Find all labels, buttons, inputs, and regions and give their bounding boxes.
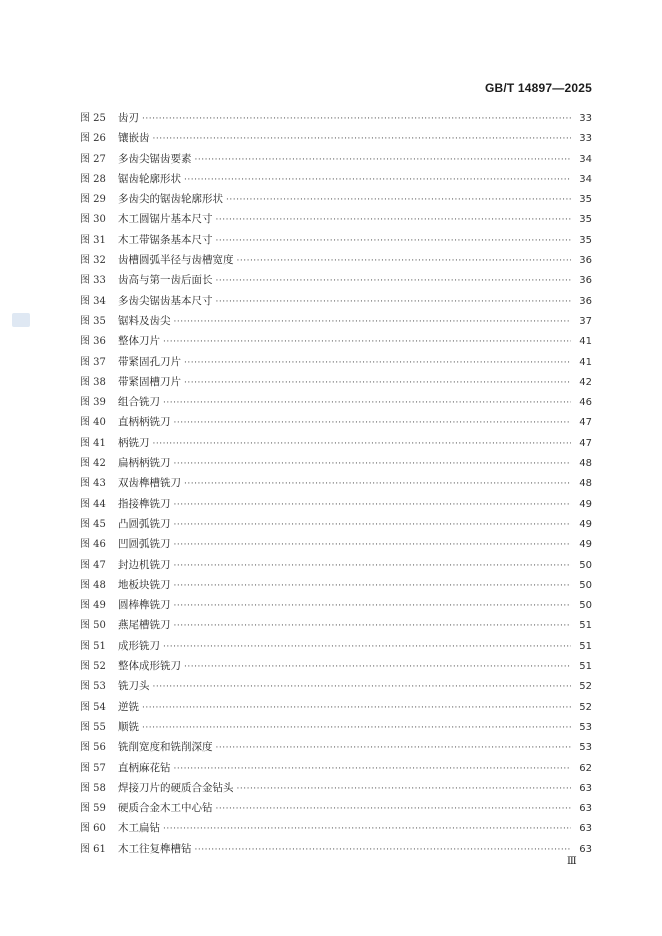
figure-number: 图 33 bbox=[80, 275, 106, 287]
figure-number: 图 36 bbox=[80, 336, 106, 348]
figure-list-item[interactable] bbox=[80, 758, 592, 778]
figure-page-number: 46 bbox=[579, 397, 592, 409]
figure-number: 图 38 bbox=[80, 376, 106, 388]
dot-leader bbox=[174, 495, 572, 515]
figure-title: 圆棒榫铣刀 bbox=[118, 599, 171, 612]
figure-page-number: 51 bbox=[579, 640, 592, 652]
figure-list-item[interactable] bbox=[80, 189, 592, 209]
figure-list-item[interactable] bbox=[80, 392, 592, 412]
dot-leader bbox=[226, 190, 571, 210]
figure-title: 焊接刀片的硬质合金钻头 bbox=[118, 781, 234, 794]
figure-list-item[interactable] bbox=[80, 818, 592, 838]
figure-title: 柄铣刀 bbox=[118, 436, 150, 449]
figure-page-number: 63 bbox=[579, 823, 592, 835]
figure-title: 齿高与第一齿后面长 bbox=[118, 274, 213, 287]
figure-page-number: 37 bbox=[579, 315, 592, 327]
dot-leader bbox=[184, 657, 571, 677]
figure-number: 图 58 bbox=[80, 782, 106, 794]
figure-list-item[interactable] bbox=[80, 433, 592, 453]
figure-list-item[interactable] bbox=[80, 311, 592, 331]
dot-leader bbox=[163, 637, 571, 657]
figure-page-number: 53 bbox=[579, 742, 592, 754]
figure-title: 木工圆锯片基本尺寸 bbox=[118, 213, 213, 226]
figure-number: 图 50 bbox=[80, 620, 106, 632]
figure-list-item[interactable] bbox=[80, 514, 592, 534]
figure-number: 图 49 bbox=[80, 600, 106, 612]
figure-page-number: 48 bbox=[579, 458, 592, 470]
figure-list-item[interactable] bbox=[80, 798, 592, 818]
figure-page-number: 47 bbox=[579, 417, 592, 429]
figure-title: 直柄柄铣刀 bbox=[118, 416, 171, 429]
dot-leader bbox=[174, 596, 572, 616]
dot-leader bbox=[195, 840, 572, 860]
figure-list-item[interactable] bbox=[80, 737, 592, 757]
figure-page-number: 47 bbox=[579, 437, 592, 449]
figure-title: 双齿榫槽铣刀 bbox=[118, 477, 181, 490]
figure-title: 铣削宽度和铣削深度 bbox=[118, 741, 213, 754]
figure-page-number: 36 bbox=[579, 255, 592, 267]
figure-title: 凸圆弧铣刀 bbox=[118, 517, 171, 530]
figure-title: 燕尾槽铣刀 bbox=[118, 619, 171, 632]
dot-leader bbox=[174, 576, 572, 596]
figure-title: 成形铣刀 bbox=[118, 639, 160, 652]
dot-leader bbox=[184, 170, 571, 190]
figure-list-item[interactable] bbox=[80, 412, 592, 432]
figure-number: 图 53 bbox=[80, 681, 106, 693]
dot-leader bbox=[216, 210, 572, 230]
dot-leader bbox=[163, 332, 571, 352]
figure-page-number: 49 bbox=[579, 498, 592, 510]
page-number: Ⅲ bbox=[567, 856, 577, 867]
figure-page-number: 42 bbox=[579, 376, 592, 388]
figure-page-number: 35 bbox=[579, 234, 592, 246]
dot-leader bbox=[153, 677, 572, 697]
dot-leader bbox=[174, 454, 572, 474]
figure-number: 图 29 bbox=[80, 194, 106, 206]
figure-number: 图 37 bbox=[80, 356, 106, 368]
dot-leader bbox=[216, 799, 572, 819]
figure-list-item[interactable] bbox=[80, 230, 592, 250]
figure-page-number: 62 bbox=[579, 762, 592, 774]
dot-leader bbox=[142, 718, 571, 738]
figure-title: 多齿尖的锯齿轮廓形状 bbox=[118, 193, 223, 206]
dot-leader bbox=[216, 271, 572, 291]
figure-list-item[interactable] bbox=[80, 697, 592, 717]
figure-number: 图 30 bbox=[80, 214, 106, 226]
figure-page-number: 41 bbox=[579, 356, 592, 368]
figure-list-item[interactable] bbox=[80, 656, 592, 676]
figure-number: 图 35 bbox=[80, 315, 106, 327]
figure-number: 图 39 bbox=[80, 397, 106, 409]
figure-page-number: 51 bbox=[579, 620, 592, 632]
figure-list-item[interactable] bbox=[80, 270, 592, 290]
figure-number: 图 26 bbox=[80, 133, 106, 145]
figure-list-item[interactable] bbox=[80, 555, 592, 575]
figure-page-number: 35 bbox=[579, 214, 592, 226]
figure-number: 图 45 bbox=[80, 518, 106, 530]
figure-page-number: 36 bbox=[579, 295, 592, 307]
figure-title: 多齿尖锯齿基本尺寸 bbox=[118, 294, 213, 307]
figure-number: 图 41 bbox=[80, 437, 106, 449]
figure-title: 齿刃 bbox=[118, 112, 139, 124]
figure-number: 图 32 bbox=[80, 255, 106, 267]
figure-number: 图 51 bbox=[80, 640, 106, 652]
dot-leader bbox=[174, 312, 572, 332]
dot-leader bbox=[216, 292, 572, 312]
dot-leader bbox=[174, 556, 572, 576]
figure-number: 图 59 bbox=[80, 803, 106, 815]
figure-number: 图 60 bbox=[80, 823, 106, 835]
figure-title: 直柄麻花钻 bbox=[118, 761, 171, 774]
figure-title: 逆铣 bbox=[118, 700, 139, 713]
figure-title: 硬质合金木工中心钻 bbox=[118, 802, 213, 815]
figure-list-item[interactable] bbox=[80, 839, 592, 859]
figure-number: 图 61 bbox=[80, 843, 106, 855]
figure-page-number: 52 bbox=[579, 681, 592, 693]
dot-leader bbox=[174, 535, 572, 555]
figure-page-number: 35 bbox=[579, 194, 592, 206]
dot-leader bbox=[237, 251, 572, 271]
figure-title: 铣刀头 bbox=[118, 680, 150, 693]
side-bookmark-tab[interactable] bbox=[12, 313, 30, 327]
dot-leader bbox=[142, 698, 571, 718]
dot-leader bbox=[174, 759, 572, 779]
figure-page-number: 41 bbox=[579, 336, 592, 348]
figure-title: 木工往复榫槽钻 bbox=[118, 842, 192, 855]
figure-list-item[interactable] bbox=[80, 453, 592, 473]
dot-leader bbox=[153, 434, 572, 454]
figure-page-number: 48 bbox=[579, 478, 592, 490]
figure-page-number: 51 bbox=[579, 661, 592, 673]
figure-title: 组合铣刀 bbox=[118, 396, 160, 409]
figure-number: 图 47 bbox=[80, 559, 106, 571]
figure-title: 锯料及齿尖 bbox=[118, 314, 171, 327]
figure-page-number: 33 bbox=[579, 133, 592, 145]
figure-title: 凹圆弧铣刀 bbox=[118, 538, 171, 551]
figure-title: 多齿尖锯齿要素 bbox=[118, 152, 192, 165]
figure-list-item[interactable] bbox=[80, 108, 592, 128]
dot-leader bbox=[216, 738, 572, 758]
figure-title: 整体刀片 bbox=[118, 335, 160, 348]
figure-title: 木工带锯条基本尺寸 bbox=[118, 233, 213, 246]
figure-title: 锯齿轮廓形状 bbox=[118, 172, 181, 185]
figure-number: 图 42 bbox=[80, 458, 106, 470]
figure-title: 带紧固槽刀片 bbox=[118, 375, 181, 388]
figure-title: 封边机铣刀 bbox=[118, 558, 171, 571]
dot-leader bbox=[216, 231, 572, 251]
dot-leader bbox=[184, 353, 571, 373]
dot-leader bbox=[174, 515, 572, 535]
figure-list-item[interactable] bbox=[80, 331, 592, 351]
figure-number: 图 44 bbox=[80, 498, 106, 510]
figure-number: 图 54 bbox=[80, 701, 106, 713]
figure-page-number: 34 bbox=[579, 173, 592, 185]
figure-number: 图 40 bbox=[80, 417, 106, 429]
figure-list-item[interactable] bbox=[80, 169, 592, 189]
dot-leader bbox=[153, 129, 572, 149]
figure-list-item[interactable] bbox=[80, 636, 592, 656]
figure-title: 整体成形铣刀 bbox=[118, 660, 181, 673]
figure-list-item[interactable] bbox=[80, 778, 592, 798]
dot-leader bbox=[184, 373, 571, 393]
figure-page-number: 49 bbox=[579, 539, 592, 551]
figure-title: 齿槽圆弧半径与齿槽宽度 bbox=[118, 254, 234, 267]
figure-number: 图 55 bbox=[80, 721, 106, 733]
figure-number: 图 31 bbox=[80, 234, 106, 246]
figure-list-item[interactable] bbox=[80, 473, 592, 493]
figure-title: 木工扁钻 bbox=[118, 822, 160, 835]
figure-number: 图 27 bbox=[80, 153, 106, 165]
dot-leader bbox=[142, 109, 571, 129]
figure-title: 顺铣 bbox=[118, 720, 139, 733]
dot-leader bbox=[174, 616, 572, 636]
figure-number: 图 28 bbox=[80, 173, 106, 185]
figure-number: 图 34 bbox=[80, 295, 106, 307]
dot-leader bbox=[163, 393, 571, 413]
figure-number: 图 46 bbox=[80, 539, 106, 551]
figure-number: 图 57 bbox=[80, 762, 106, 774]
figure-list-item[interactable] bbox=[80, 149, 592, 169]
figure-list-item[interactable] bbox=[80, 717, 592, 737]
dot-leader bbox=[174, 413, 572, 433]
figure-list-item[interactable] bbox=[80, 250, 592, 270]
figure-page-number: 50 bbox=[579, 579, 592, 591]
figure-title: 镶嵌齿 bbox=[118, 132, 150, 145]
figure-number: 图 52 bbox=[80, 661, 106, 673]
figure-title: 扁柄柄铣刀 bbox=[118, 457, 171, 470]
figure-page-number: 52 bbox=[579, 701, 592, 713]
dot-leader bbox=[184, 474, 571, 494]
figure-title: 带紧固孔刀片 bbox=[118, 355, 181, 368]
figure-list-item[interactable] bbox=[80, 494, 592, 514]
figure-page-number: 33 bbox=[579, 113, 592, 124]
figure-title: 地板块铣刀 bbox=[118, 578, 171, 591]
figure-list-item[interactable] bbox=[80, 128, 592, 148]
figure-list-item[interactable] bbox=[80, 352, 592, 372]
figure-list-item[interactable] bbox=[80, 534, 592, 554]
figure-number: 图 43 bbox=[80, 478, 106, 490]
figure-page-number: 49 bbox=[579, 518, 592, 530]
figure-list bbox=[80, 108, 592, 859]
figure-page-number: 53 bbox=[579, 721, 592, 733]
dot-leader bbox=[237, 779, 572, 799]
figure-list-item[interactable] bbox=[80, 372, 592, 392]
figure-page-number: 63 bbox=[579, 803, 592, 815]
figure-title: 指接榫铣刀 bbox=[118, 497, 171, 510]
document-code: GB/T 14897—2025 bbox=[484, 81, 592, 95]
figure-list-item[interactable] bbox=[80, 291, 592, 311]
figure-page-number: 34 bbox=[579, 153, 592, 165]
figure-number: 图 48 bbox=[80, 579, 106, 591]
figure-list-item[interactable] bbox=[80, 575, 592, 595]
figure-number: 图 56 bbox=[80, 742, 106, 754]
figure-page-number: 36 bbox=[579, 275, 592, 287]
figure-page-number: 50 bbox=[579, 600, 592, 612]
figure-page-number: 63 bbox=[579, 843, 592, 855]
dot-leader bbox=[163, 819, 571, 839]
figure-list-item[interactable] bbox=[80, 615, 592, 635]
figure-list-item[interactable] bbox=[80, 595, 592, 615]
figure-number: 图 25 bbox=[80, 113, 106, 124]
figure-list-item[interactable] bbox=[80, 209, 592, 229]
figure-page-number: 63 bbox=[579, 782, 592, 794]
dot-leader bbox=[195, 150, 572, 170]
figure-page-number: 50 bbox=[579, 559, 592, 571]
figure-list-item[interactable] bbox=[80, 676, 592, 696]
